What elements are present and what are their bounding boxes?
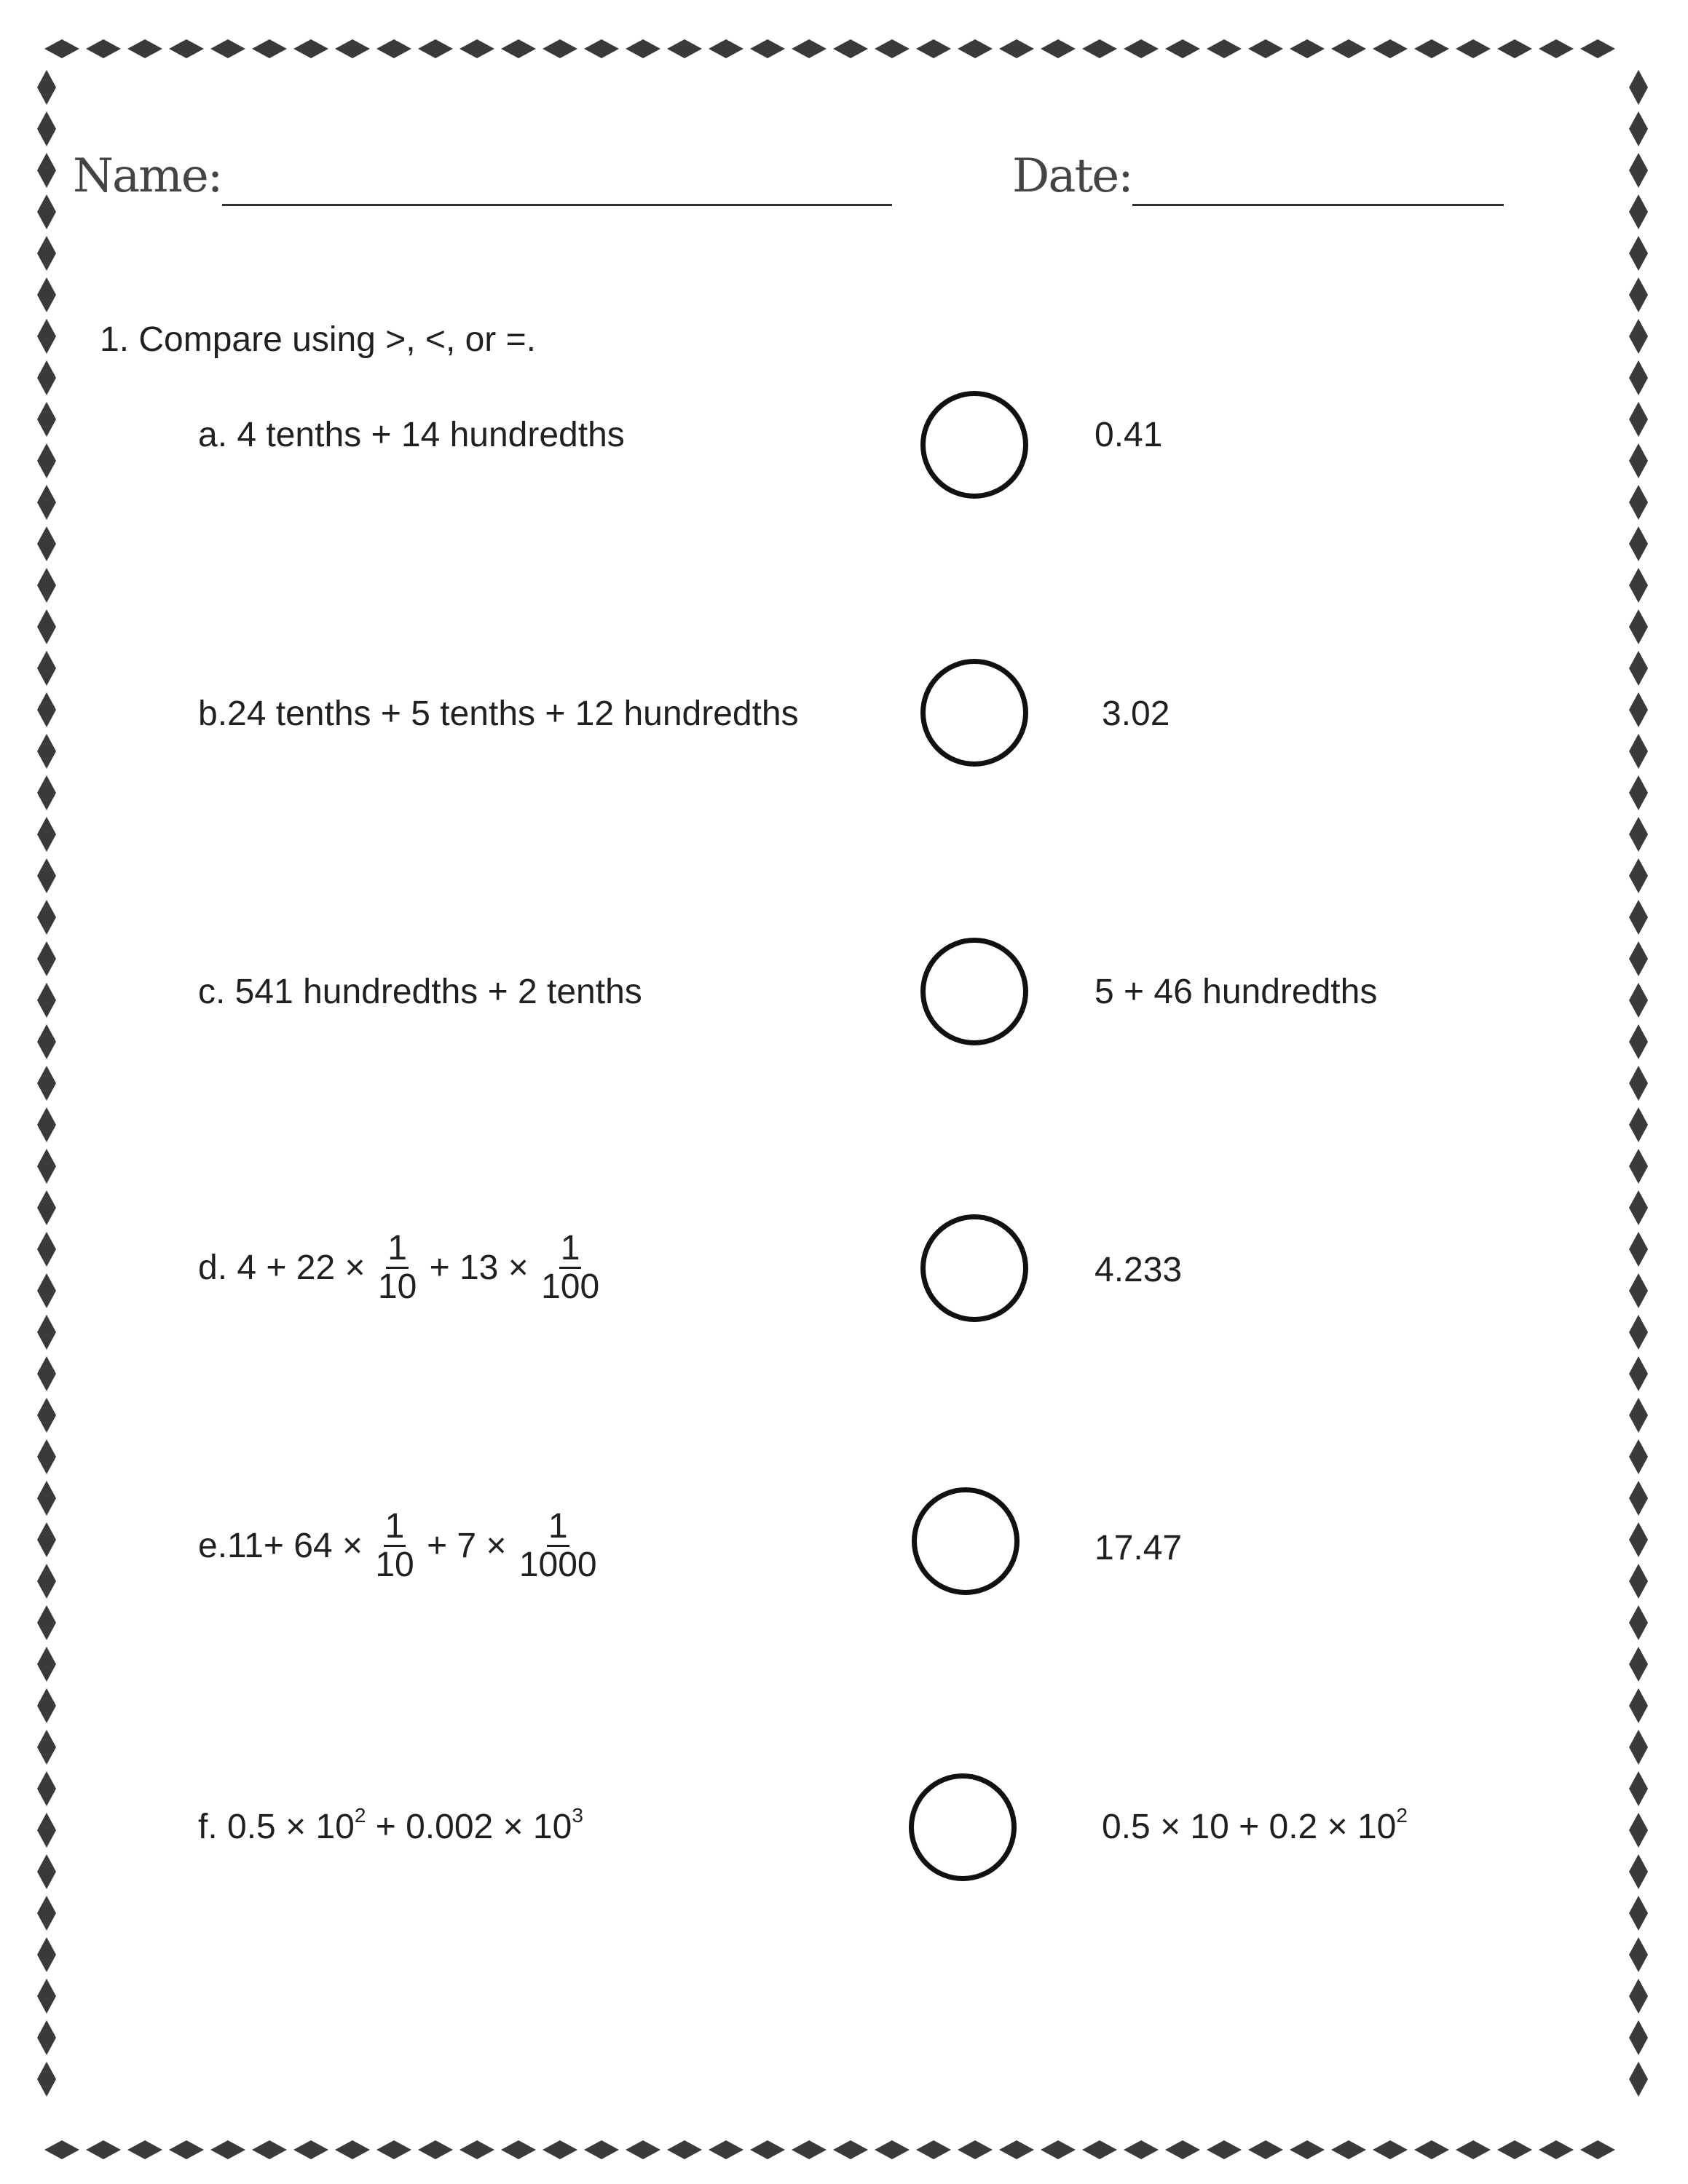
- border-diamond-right: [1629, 1771, 1648, 1806]
- border-diamond-left: [37, 775, 56, 810]
- border-diamond-right: [1629, 70, 1648, 105]
- border-diamond-left: [37, 1149, 56, 1184]
- border-diamond-top: [1290, 39, 1325, 58]
- border-diamond-bottom: [875, 2140, 910, 2159]
- border-diamond-left: [37, 194, 56, 229]
- border-diamond-top: [792, 39, 827, 58]
- name-label: Name:: [73, 149, 222, 203]
- item-f-right-a: 0.5 × 10 + 0.2 × 10: [1102, 1808, 1397, 1846]
- border-diamond-right: [1629, 609, 1648, 644]
- border-diamond-bottom: [1165, 2140, 1200, 2159]
- border-diamond-left: [37, 360, 56, 395]
- question-prompt: 1. Compare using >, <, or =.: [100, 320, 536, 359]
- border-diamond-right: [1629, 1024, 1648, 1059]
- border-diamond-right: [1629, 1356, 1648, 1391]
- border-diamond-bottom: [210, 2140, 245, 2159]
- border-diamond-top: [958, 39, 993, 58]
- border-diamond-top: [1331, 39, 1366, 58]
- border-diamond-right: [1629, 900, 1648, 935]
- border-diamond-bottom: [1373, 2140, 1408, 2159]
- border-diamond-right: [1629, 983, 1648, 1018]
- border-diamond-left: [37, 1232, 56, 1267]
- border-diamond-right: [1629, 526, 1648, 561]
- item-a-left: a. 4 tenths + 14 hundredths: [198, 416, 625, 454]
- item-d-mid: + 13 ×: [429, 1248, 529, 1287]
- border-diamond-right: [1629, 1854, 1648, 1889]
- border-diamond-top: [376, 39, 411, 58]
- item-c-right: 5 + 46 hundredths: [1095, 973, 1378, 1011]
- comparison-circle-c[interactable]: [920, 938, 1028, 1045]
- item-e-right: 17.47: [1095, 1529, 1183, 1567]
- item-b-right: 3.02: [1102, 695, 1170, 733]
- border-diamond-top: [1207, 39, 1242, 58]
- border-diamond-left: [37, 1896, 56, 1931]
- border-diamond-left: [37, 1024, 56, 1059]
- border-diamond-bottom: [1497, 2140, 1532, 2159]
- date-label: Date:: [1012, 149, 1132, 203]
- border-diamond-left: [37, 1481, 56, 1516]
- border-diamond-left: [37, 651, 56, 686]
- border-diamond-bottom: [501, 2140, 536, 2159]
- border-diamond-bottom: [1248, 2140, 1283, 2159]
- border-diamond-top: [667, 39, 702, 58]
- border-diamond-left: [37, 1398, 56, 1433]
- border-diamond-right: [1629, 2020, 1648, 2055]
- border-diamond-left: [37, 1439, 56, 1474]
- border-diamond-top: [169, 39, 204, 58]
- border-diamond-left: [37, 1854, 56, 1889]
- border-diamond-right: [1629, 485, 1648, 520]
- border-diamond-bottom: [1539, 2140, 1574, 2159]
- border-diamond-bottom: [543, 2140, 577, 2159]
- border-diamond-right: [1629, 111, 1648, 146]
- border-diamond-right: [1629, 1688, 1648, 1723]
- border-diamond-left: [37, 568, 56, 603]
- border-diamond-right: [1629, 1066, 1648, 1101]
- border-diamond-right: [1629, 194, 1648, 229]
- border-diamond-bottom: [1580, 2140, 1615, 2159]
- border-diamond-top: [626, 39, 660, 58]
- border-diamond-top: [1373, 39, 1408, 58]
- border-diamond-right: [1629, 1439, 1648, 1474]
- border-diamond-left: [37, 1066, 56, 1101]
- item-c-left: c. 541 hundredths + 2 tenths: [198, 973, 642, 1011]
- border-diamond-right: [1629, 1149, 1648, 1184]
- border-diamond-right: [1629, 1107, 1648, 1142]
- border-diamond-left: [37, 1522, 56, 1557]
- border-diamond-left: [37, 153, 56, 188]
- fraction-one-tenth: $\frac{1}{10}$: [375, 1507, 414, 1585]
- item-d-label: d. 4 + 22 ×: [198, 1248, 366, 1287]
- item-f-left-b: + 0.002 × 10: [366, 1808, 572, 1846]
- border-diamond-bottom: [1207, 2140, 1242, 2159]
- border-diamond-top: [709, 39, 744, 58]
- border-diamond-top: [127, 39, 162, 58]
- border-diamond-bottom: [626, 2140, 660, 2159]
- border-diamond-bottom: [1124, 2140, 1159, 2159]
- name-line: [222, 204, 892, 206]
- border-diamond-right: [1629, 1190, 1648, 1225]
- border-diamond-top: [44, 39, 79, 58]
- border-diamond-right: [1629, 1481, 1648, 1516]
- border-diamond-top: [584, 39, 619, 58]
- border-diamond-top: [999, 39, 1034, 58]
- fraction-one-thousandth: $\frac{1}{1000}$: [518, 1507, 597, 1585]
- border-diamond-bottom: [584, 2140, 619, 2159]
- border-diamond-right: [1629, 858, 1648, 893]
- comparison-circle-b[interactable]: [920, 659, 1028, 767]
- border-diamond-right: [1629, 1315, 1648, 1350]
- border-diamond-left: [37, 1730, 56, 1765]
- border-diamond-right: [1629, 734, 1648, 769]
- border-diamond-bottom: [792, 2140, 827, 2159]
- item-d-left: [198, 1230, 602, 1306]
- border-diamond-top: [875, 39, 910, 58]
- date-line: [1132, 204, 1504, 206]
- item-e-left: [198, 1508, 600, 1584]
- item-a-right: 0.41: [1095, 416, 1163, 454]
- border-diamond-right: [1629, 1398, 1648, 1433]
- exponent: 3: [572, 1804, 583, 1827]
- border-diamond-bottom: [1041, 2140, 1076, 2159]
- exponent: 2: [354, 1804, 366, 1827]
- border-diamond-bottom: [252, 2140, 287, 2159]
- border-diamond-top: [1580, 39, 1615, 58]
- border-diamond-bottom: [958, 2140, 993, 2159]
- border-diamond-right: [1629, 568, 1648, 603]
- border-diamond-right: [1629, 153, 1648, 188]
- border-diamond-bottom: [376, 2140, 411, 2159]
- border-diamond-top: [86, 39, 121, 58]
- border-diamond-left: [37, 941, 56, 976]
- border-diamond-right: [1629, 1273, 1648, 1308]
- border-diamond-right: [1629, 1813, 1648, 1848]
- border-diamond-top: [1456, 39, 1491, 58]
- comparison-circle-f[interactable]: [909, 1773, 1017, 1881]
- border-diamond-left: [37, 1647, 56, 1682]
- comparison-circle-e[interactable]: [912, 1487, 1019, 1595]
- border-diamond-bottom: [418, 2140, 453, 2159]
- border-diamond-right: [1629, 1730, 1648, 1765]
- border-diamond-top: [418, 39, 453, 58]
- border-diamond-bottom: [460, 2140, 494, 2159]
- item-e-mid: + 7 ×: [427, 1526, 507, 1565]
- border-diamond-left: [37, 1356, 56, 1391]
- border-diamond-left: [37, 485, 56, 520]
- border-diamond-left: [37, 277, 56, 312]
- border-diamond-left: [37, 1688, 56, 1723]
- border-diamond-left: [37, 817, 56, 852]
- border-diamond-top: [1497, 39, 1532, 58]
- border-diamond-top: [501, 39, 536, 58]
- border-diamond-right: [1629, 319, 1648, 354]
- border-diamond-bottom: [169, 2140, 204, 2159]
- border-diamond-bottom: [1414, 2140, 1449, 2159]
- border-diamond-right: [1629, 941, 1648, 976]
- border-diamond-right: [1629, 1232, 1648, 1267]
- border-diamond-left: [37, 2020, 56, 2055]
- border-diamond-left: [37, 111, 56, 146]
- border-diamond-top: [833, 39, 868, 58]
- exponent: 2: [1396, 1804, 1408, 1827]
- border-diamond-right: [1629, 1564, 1648, 1599]
- border-diamond-right: [1629, 277, 1648, 312]
- border-diamond-left: [37, 443, 56, 478]
- border-diamond-top: [335, 39, 370, 58]
- border-diamond-bottom: [1082, 2140, 1117, 2159]
- border-diamond-top: [543, 39, 577, 58]
- item-e-label: e.11+ 64 ×: [198, 1526, 363, 1565]
- border-diamond-left: [37, 70, 56, 105]
- border-diamond-top: [916, 39, 951, 58]
- item-b-left: b.24 tenths + 5 tenths + 12 hundredths: [198, 695, 799, 733]
- border-diamond-top: [1165, 39, 1200, 58]
- border-diamond-left: [37, 1979, 56, 2014]
- border-diamond-top: [1248, 39, 1283, 58]
- item-d-right: 4.233: [1095, 1251, 1183, 1289]
- border-diamond-left: [37, 609, 56, 644]
- border-diamond-left: [37, 1937, 56, 1972]
- border-diamond-right: [1629, 402, 1648, 437]
- border-diamond-left: [37, 900, 56, 935]
- border-diamond-left: [37, 1771, 56, 1806]
- comparison-circle-a[interactable]: [920, 391, 1028, 499]
- border-diamond-top: [1539, 39, 1574, 58]
- border-diamond-top: [293, 39, 328, 58]
- fraction-one-tenth: $\frac{1}{10}$: [377, 1229, 417, 1307]
- item-f-right: [1102, 1804, 1408, 1846]
- border-diamond-right: [1629, 1979, 1648, 2014]
- item-f-left-a: f. 0.5 × 10: [198, 1808, 355, 1846]
- border-diamond-bottom: [86, 2140, 121, 2159]
- border-diamond-bottom: [999, 2140, 1034, 2159]
- border-diamond-right: [1629, 651, 1648, 686]
- comparison-circle-d[interactable]: [920, 1214, 1028, 1322]
- border-diamond-bottom: [916, 2140, 951, 2159]
- border-diamond-top: [1041, 39, 1076, 58]
- border-diamond-bottom: [293, 2140, 328, 2159]
- fraction-one-hundredth: $\frac{1}{100}$: [541, 1229, 600, 1307]
- border-diamond-right: [1629, 2062, 1648, 2097]
- border-diamond-top: [210, 39, 245, 58]
- border-diamond-right: [1629, 1937, 1648, 1972]
- item-f-left: [198, 1804, 583, 1846]
- border-diamond-right: [1629, 1896, 1648, 1931]
- border-diamond-left: [37, 319, 56, 354]
- border-diamond-left: [37, 734, 56, 769]
- border-diamond-bottom: [44, 2140, 79, 2159]
- border-diamond-top: [1124, 39, 1159, 58]
- border-diamond-left: [37, 526, 56, 561]
- border-diamond-left: [37, 1605, 56, 1640]
- border-diamond-bottom: [1290, 2140, 1325, 2159]
- border-diamond-top: [460, 39, 494, 58]
- border-diamond-bottom: [1331, 2140, 1366, 2159]
- border-diamond-right: [1629, 236, 1648, 271]
- border-diamond-left: [37, 1107, 56, 1142]
- border-diamond-bottom: [335, 2140, 370, 2159]
- border-diamond-right: [1629, 1522, 1648, 1557]
- border-diamond-left: [37, 1315, 56, 1350]
- border-diamond-left: [37, 1273, 56, 1308]
- border-diamond-top: [1082, 39, 1117, 58]
- border-diamond-right: [1629, 692, 1648, 727]
- border-diamond-left: [37, 402, 56, 437]
- border-diamond-left: [37, 692, 56, 727]
- border-diamond-bottom: [709, 2140, 744, 2159]
- border-diamond-right: [1629, 443, 1648, 478]
- border-diamond-bottom: [1456, 2140, 1491, 2159]
- border-diamond-left: [37, 2062, 56, 2097]
- border-diamond-left: [37, 1564, 56, 1599]
- border-diamond-bottom: [127, 2140, 162, 2159]
- border-diamond-left: [37, 983, 56, 1018]
- border-diamond-bottom: [667, 2140, 702, 2159]
- border-diamond-top: [1414, 39, 1449, 58]
- border-diamond-right: [1629, 817, 1648, 852]
- border-diamond-right: [1629, 1605, 1648, 1640]
- border-diamond-right: [1629, 360, 1648, 395]
- border-diamond-top: [252, 39, 287, 58]
- border-diamond-right: [1629, 1647, 1648, 1682]
- border-diamond-left: [37, 1813, 56, 1848]
- border-diamond-left: [37, 236, 56, 271]
- border-diamond-left: [37, 1190, 56, 1225]
- border-diamond-top: [750, 39, 785, 58]
- border-diamond-right: [1629, 775, 1648, 810]
- border-diamond-left: [37, 858, 56, 893]
- border-diamond-bottom: [833, 2140, 868, 2159]
- border-diamond-bottom: [750, 2140, 785, 2159]
